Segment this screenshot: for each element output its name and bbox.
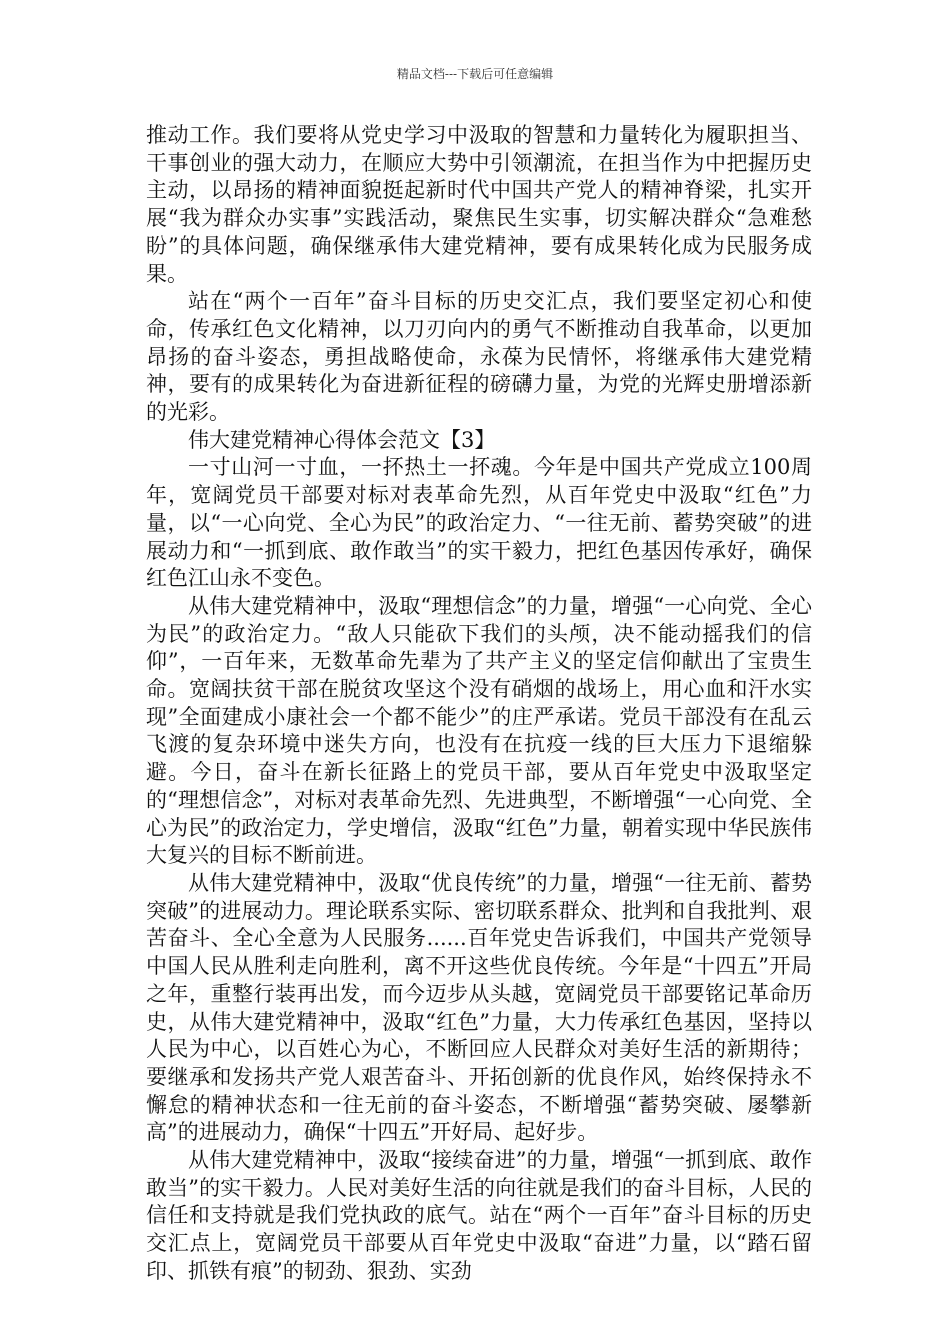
paragraph-conclusion: 站在“两个一百年”奋斗目标的历史交汇点，我们要坚定初心和使命，传承红色文化精神，以刀刃向内的勇气不断推动自我革命，以更加昂扬的奋斗姿态，勇担战略使命，永葆为民情怀，将继承伟大建党精神，要有的成果转化为奋进新征程的磅礴力量，为党的光辉史册增添新的光彩。 <box>146 289 812 425</box>
paragraph-progress: 从伟大建党精神中，汲取“接续奋进”的力量，增强“一抓到底、敢作敢当”的实干毅力。人民对美好生活的向往就是我们的奋斗目标，人民的信任和支持就是我们党执政的底气。站在“两个一百年”奋斗目标的历史交汇点上，宽阔党员干部要从百年党史中汲取“奋进”力量，以“踏石留印、抓铁有痕”的韧劲、狠劲、实劲 <box>146 1148 812 1283</box>
paragraph-intro: 一寸山河一寸血，一抔热土一抔魂。今年是中国共产党成立100周年，宽阔党员干部要对标对表革命先烈，从百年党史中汲取“红色”力量，以“一心向党、全心为民”的政治定力、“一往无前、蓄势突破”的进展动力和“一抓到底、敢作敢当”的实干毅力，把红色基因传承好，确保红色江山永不变色。 <box>146 455 812 591</box>
page-header: 精品文档---下载后可任意编辑 <box>396 67 554 81</box>
paragraph-ideals: 从伟大建党精神中，汲取“理想信念”的力量，增强“一心向党、全心为民”的政治定力。“敌人只能砍下我们的头颅，决不能动摇我们的信仰”，一百年来，无数革命先辈为了共产主义的坚定信仰献出了宝贵生命。宽阔扶贫干部在脱贫攻坚这个没有硝烟的战场上，用心血和汗水实现”全面建成小康社会一个都不能少”的庄严承诺。党员干部没有在乱云飞渡的复杂环境中迷失方向，也没有在抗疫一线的巨大压力下退缩躲避。今日，奋斗在新长征路上的党员干部，要从百年党史中汲取坚定的“理想信念”，对标对表革命先烈、先进典型，不断增强“一心向党、全心为民”的政治定力，学史增信，汲取“红色”力量，朝着实现中华民族伟大复兴的目标不断前进。 <box>146 593 812 868</box>
paragraph-traditions: 从伟大建党精神中，汲取“优良传统”的力量，增强“一往无前、蓄势突破”的进展动力。理论联系实际、密切联系群众、批判和自我批判、艰苦奋斗、全心全意为人民服务......百年党史告诉我们，中国共产党领导中国人民从胜利走向胜利，离不开这些优良传统。今年是“十四五”开局之年，重整行装再出发，而今迈步从头越，宽阔党员干部要铭记革命历史，从伟大建党精神中，汲取“红色”力量，大力传承红色基因，坚持以人民为中心，以百姓心为心，不断回应人民群众对美好生活的新期待；要继承和发扬共产党人艰苦奋斗、开拓创新的优良作风，始终保持永不懈怠的精神状态和一往无前的奋斗姿态，不断增强“蓄势突破、屡攀新高”的进展动力，确保“十四五”开好局、起好步。 <box>146 870 812 1145</box>
document-body <box>146 122 812 1286</box>
section-heading: 伟大建党精神心得体会范文【3】 <box>188 427 496 452</box>
paragraph-continuation: 推动工作。我们要将从党史学习中汲取的智慧和力量转化为履职担当、干事创业的强大动力，在顺应大势中引领潮流，在担当作为中把握历史主动，以昂扬的精神面貌挺起新时代中国共产党人的精神脊梁，扎实开展“我为群众办实事”实践活动，聚焦民生实事，切实解决群众“急难愁盼”的具体问题，确保继承伟大建党精神，要有成果转化成为民服务成果。 <box>146 123 812 286</box>
